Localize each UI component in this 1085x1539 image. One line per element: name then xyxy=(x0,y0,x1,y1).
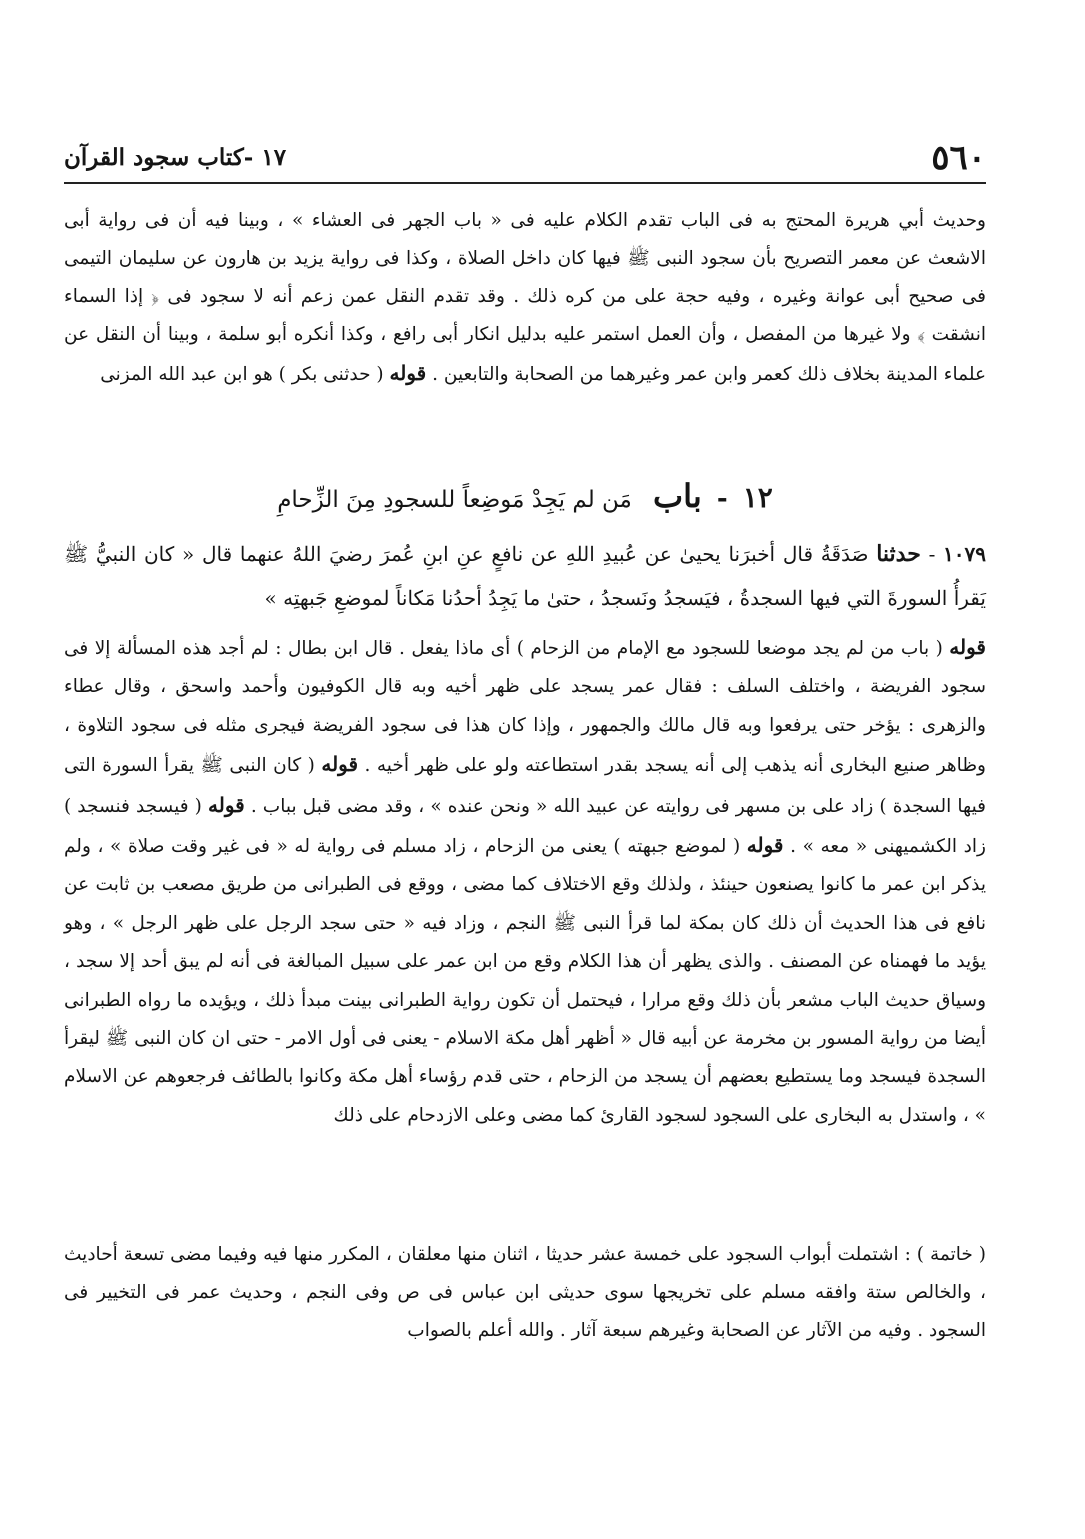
commentary-text: ( كان النبى ﷺ يقرأ السورة التى فيها السجدة ) زاد على بن مسهر فى روايته عن عبيد الله « ونحن عنده » ، وقد مضى قبل بباب . xyxy=(64,755,986,817)
commentary-text: ( لموضع جبهته ) يعنى من الزحام ، زاد مسلم فى رواية له « فى غير وقت صلاة » ، ولم يذكر ابن عمر ما كانوا يصنعون حينئذ ، ولذلك وقع الاختلاف كما مضى ، ووقع فى الطبرانى من طريق مصعب بن ثابت عن نافع فى هذا الحديث أن ذلك كان بمكة لما قرأ النبى ﷺ النجم ، وزاد فيه « حتى سجد الرجل على ظهر الرجل » ، وهو يؤيد ما فهمناه عن المصنف . والذى يظهر أن هذا الكلام وقع من ابن عمر على سبيل المبالغة فى أنه لم يبق أحد إلا سجد ، وسياق حديث الباب مشعر بأن ذلك وقع مرارا ، فيحتمل أن تكون رواية الطبرانى بينت مبدأ ذلك ، ويؤيده ما رواه الطبرانى أيضا من رواية المسور بن مخرمة عن أبيه قال « أظهر أهل مكة الاسلام - يعنى فى أول الامر - حتى ان كان النبى ﷺ ليقرأ السجدة فيسجد وما يستطيع بعضهم أن يسجد من الزحام ، حتى قدم رؤساء أهل مكة وكانوا بالطائف فرجعوهم عن الاسلام » ، واستدل به البخارى على السجود لسجود القارئ كما مضى وعلى الازدحام على ذلك xyxy=(64,836,986,1126)
page-header xyxy=(64,136,986,178)
hadith-number: ١٠٧٩ xyxy=(943,542,987,566)
chapter-title: مَن لم يَجِدْ مَوضِعاً للسجودِ مِنَ الزِّحامِ xyxy=(277,487,632,513)
commentary xyxy=(64,628,986,1135)
commentary-text: ( باب من لم يجد موضعا للسجود مع الإمام من الزحام ) أى ماذا يفعل . قال ابن بطال : لم أجد هذه المسألة إلا فى سجود الفريضة ، واختلف السلف : فقال عمر يسجد على ظهر أخيه وبه قال الكوفيون وأحمد واسحق ، وقال عطاء والزهرى : يؤخر حتى يرفعوا وبه قال مالك والجمهور ، وإذا كان هذا فى سجود الفريضة فيجرى مثله فى سجود التلاوة ، وظاهر صنيع البخارى أنه يذهب إلى أنه يسجد بقدر استطاعته ولو على ظهر أخيه . xyxy=(64,638,986,777)
qawluhu-marker: قوله xyxy=(208,792,245,817)
hadith-matn: صَدَقَةُ قال أخبرَنا يحيىٰ عن عُبيدِ اللهِ عن نافعٍ عنِ ابنِ عُمرَ رضيَ اللهُ عنهما قال « كان النبيُّ ﷺ يَقرأُ السورةَ التي فيها السجدةُ ، فيَسجدُ ونَسجدُ ، حتىٰ ما يَجِدُ أحدُنا مَكاناً لموضعِ جَبهتِه » xyxy=(64,542,986,610)
closing-text: ( خاتمة ) : اشتملت أبواب السجود على خمسة عشر حديثا ، اثنان منها معلقان ، المكرر منها فيه وفيما مضى تسعة أحاديث ، والخالص ستة وافقه مسلم على تخريجها سوى حديثى ابن عباس فى ص وفى النجم ، وحديث عمر فى التخيير فى السجود . وفيه من الآثار عن الصحابة وغيرهم سبعة آثار . والله أعلم بالصواب xyxy=(64,1244,986,1341)
top-paragraph xyxy=(64,202,986,394)
hadith-dash: - xyxy=(928,542,936,566)
haddathana-marker: حدثنا xyxy=(876,541,921,567)
closing-paragraph xyxy=(64,1236,986,1350)
qawluhu-marker: قوله xyxy=(949,635,986,659)
chapter-heading xyxy=(64,474,986,524)
hadith-text xyxy=(64,532,986,620)
qawluhu-marker: قوله xyxy=(321,752,359,777)
chapter-dash: - xyxy=(716,484,728,514)
commentary-text: ( فيسجد فنسجد ) زاد الكشميهنى « معه » . xyxy=(64,795,986,858)
running-head: ١٧ -كتاب سجود القرآن xyxy=(64,144,287,171)
book-page xyxy=(64,136,986,1366)
chapter-bab-word: باب xyxy=(652,477,702,515)
chapter-number: ١٢ xyxy=(742,481,773,514)
top-paragraph-tail: ( حدثنى بكر ) هو ابن عبد الله المزنى xyxy=(100,364,384,385)
top-paragraph-text: وحديث أبي هريرة المحتج به فى الباب تقدم الكلام عليه فى « باب الجهر فى العشاء » ، وبينا فيه أن فى رواية أبى الاشعث عن معمر التصريح بأن سجود النبى ﷺ فيها كان داخل الصلاة ، وكذا فى رواية يزيد بن هارون عن سليمان التيمى فى صحيح أبى عوانة وغيره ، وفيه حجة على من كره ذلك . وقد تقدم النقل عمن زعم أنه لا سجود فى ﴿ إذا السماء انشقت ﴾ ولا غيرها من المفصل ، وأن العمل استمر عليه بدليل انكار أبى رافع ، وكذا أنكره أبو سلمة ، وبينا أن النقل عن علماء المدينة بخلاف ذلك كعمر وابن عمر وغيرهما من الصحابة والتابعين . xyxy=(64,210,986,385)
qawluhu-marker: قوله xyxy=(746,833,784,858)
page-number: ٥٦٠ xyxy=(931,138,986,178)
header-rule xyxy=(64,182,986,184)
qawluhu-marker: قوله xyxy=(389,361,427,385)
